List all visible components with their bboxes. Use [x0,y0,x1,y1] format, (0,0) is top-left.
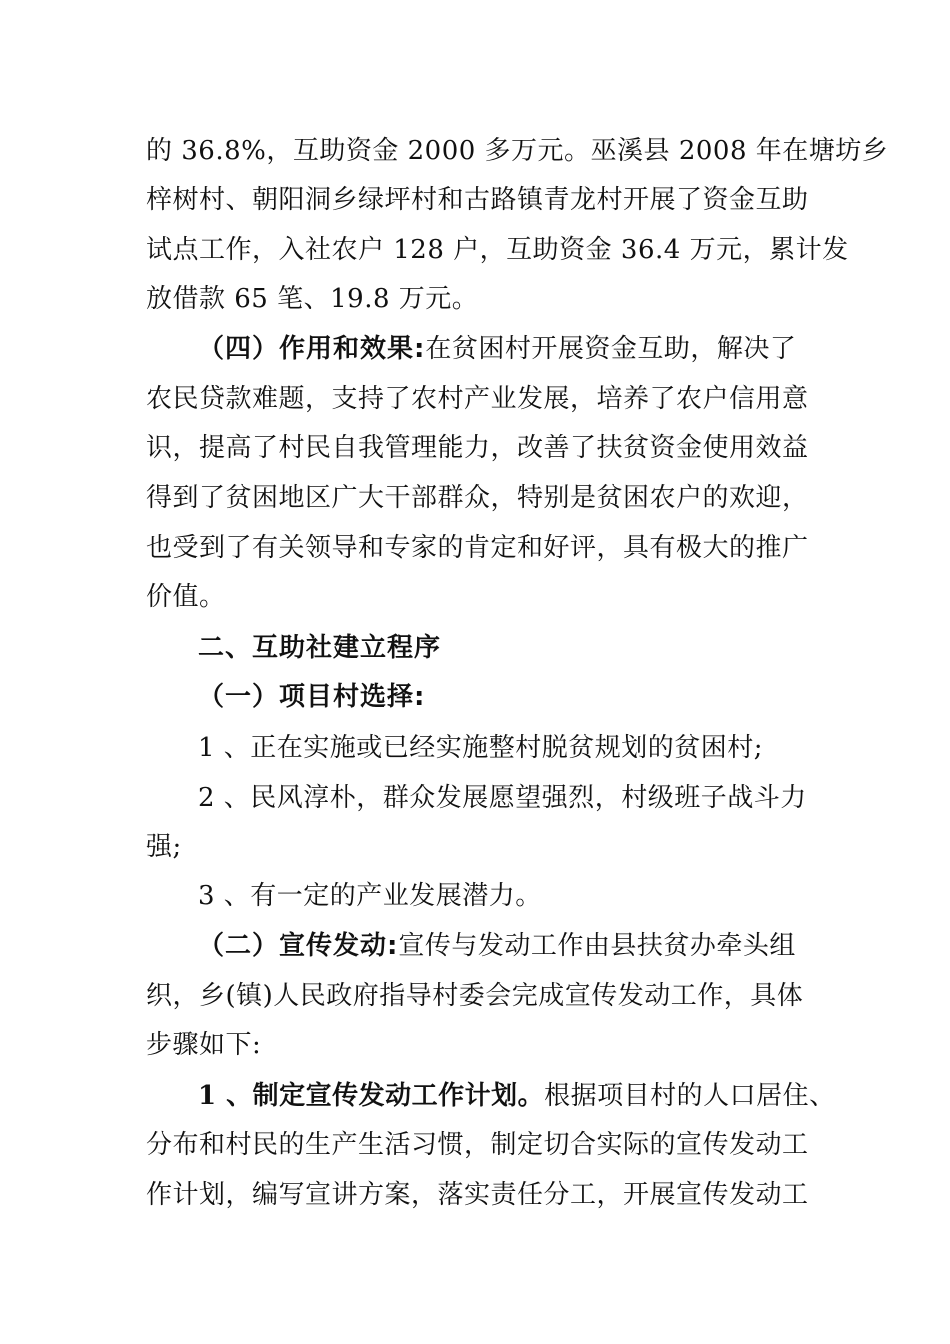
paragraph-line-2: 梓树村、朝阳洞乡绿坪村和古路镇青龙村开展了资金互助 [146,185,809,215]
paragraph-line-8: 得到了贫困地区广大干部群众，特别是贫困农户的欢迎， [146,483,809,513]
step-one-text: 根据项目村的人口居住、 [544,1081,836,1111]
section-four-line [198,329,878,369]
subsection-one-heading: （一）项目村选择: [198,682,426,712]
paragraph-line-10: 价值。 [146,582,226,612]
section-two-heading: 二、互助社建立程序 [198,633,442,663]
paragraph-line-9: 也受到了有关领导和专家的肯定和好评，具有极大的推广 [146,533,809,563]
paragraph-line-18: 步骤如下: [146,1030,262,1060]
paragraph-line-6: 农民贷款难题，支持了农村产业发展，培养了农户信用意 [146,384,809,414]
paragraph-line-3: 试点工作，入社农户 128 户，互助资金 36.4 万元，累计发 [146,235,849,265]
list-item-3: 3 、有一定的产业发展潜力。 [198,881,542,911]
subsection-two-text: 宣传与发动工作由县扶贫办牵头组 [398,931,796,961]
list-item-2: 2 、民风淳朴，群众发展愿望强烈，村级班子战斗力 [198,783,807,813]
step-one-line [198,1076,878,1116]
list-item-1: 1 、正在实施或已经实施整村脱贫规划的贫困村; [198,733,764,763]
section-four-title: （四）作用和效果: [198,334,426,364]
paragraph-line-1: 的 36.8%，互助资金 2000 多万元。巫溪县 2008 年在塘坊乡 [146,136,889,166]
paragraph-line-4: 放借款 65 笔、19.8 万元。 [146,284,479,314]
subsection-two-title: （二）宣传发动: [198,931,399,961]
step-one-title: 1 、制定宣传发动工作计划。 [198,1081,545,1111]
list-item-2-continued: 强; [146,832,182,862]
paragraph-line-21: 作计划，编写宣讲方案，落实责任分工，开展宣传发动工 [146,1180,809,1210]
paragraph-line-7: 识，提高了村民自我管理能力，改善了扶贫资金使用效益 [146,433,809,463]
paragraph-line-20: 分布和村民的生产生活习惯，制定切合实际的宣传发动工 [146,1130,809,1160]
subsection-two-line [198,926,878,966]
paragraph-line-17: 织，乡(镇)人民政府指导村委会完成宣传发动工作，具体 [146,981,804,1011]
section-four-text: 在贫困村开展资金互助，解决了 [425,334,797,364]
